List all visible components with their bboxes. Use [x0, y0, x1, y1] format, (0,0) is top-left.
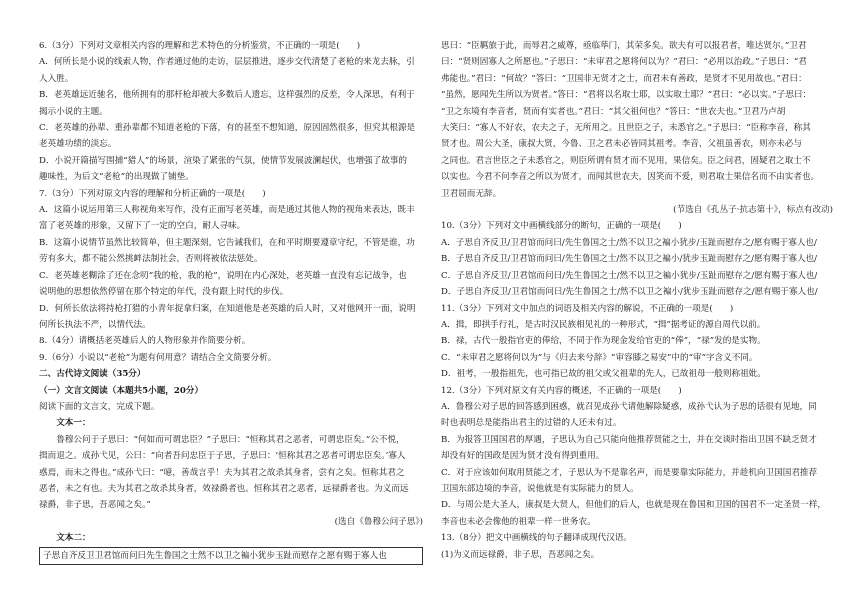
left-text-line: 7.（3分）下列对原文内容的理解和分析正确的一项是( ): [39, 188, 266, 199]
right-text-line: 思曰：“臣羁旅于此，而辱君之威尊，亟临荜门，其荣多矣。欲夫有可以报君者，唯达贤尔。”卫君: [441, 41, 807, 51]
right-text-line: “卫之东境有李音者，贤而有实者也。”君曰：“其父祖何也？”答曰：“世农夫也。”卫君乃卢胡: [441, 106, 786, 117]
right-text-line: 时也表明总是能指出君主的过错的人还未有过。: [441, 418, 622, 429]
left-text-line: 8.（4分）请概括老英雄后人的人物形象并作简要分析。: [39, 336, 251, 347]
left-text-line: D．何所长依法将持枪打猎的小青年捉拿归案，在知道他是老英雄的后人时，又对他网开一面，说明: [39, 303, 416, 314]
left-text-line: 人入胜。: [39, 73, 74, 84]
right-text-line: A．子思自齐反卫/卫君馆而问曰/先生鲁国之士/然不以卫之褊小犹步/玉趾而慰存之/愿有赐于寡人也/: [441, 237, 817, 248]
right-text-line: C．子思自齐反卫/卫君馆而问曰/先生鲁国之士/然不以卫之褊小犹步/玉趾而慰存之/愿有赐于寡人也/: [441, 270, 818, 281]
right-text-line: 大笑曰：“寡人不好农，农夫之子，无所用之。且世臣之子，未悉官之。”子思曰：“臣称李音，称其: [441, 123, 811, 134]
right-text-line: D．祖考，一般指祖先，也可指已故的祖父或父祖辈的先人，已故祖母一般则称祖妣。: [441, 369, 766, 380]
right-text-line: 卫君屈而无辞。: [441, 188, 502, 199]
right-text-line: 10.（3分）下列对文中画横线部分的断句，正确的一项是( ): [441, 221, 682, 232]
left-text-line: 文本一：: [56, 418, 91, 429]
left-text-line: 何所长执法不严，以情代法。: [39, 319, 151, 330]
right-text-line: D．子思自齐反卫/卫君馆而问曰/先生鲁国之士/然不以卫之褊小/犹步玉趾而慰存之/愿有赐于寡人也/: [441, 287, 818, 298]
left-text-line: B．这篇小说情节虽然比较简单，但主题深刻，它告诫我们，在和平时期要遵章守纪，不管是谁，功: [39, 237, 415, 248]
right-text-line: 弗能也。”君曰：“何故？”答曰：“卫国非无贤才之士，而君未有善政，是贤才不见用故也。”君曰：: [441, 73, 807, 84]
right-text-line: C．对于应该如何取用贤能之才，子思认为不是靠名声，而是要靠实际能力，并趁机向卫国国君推荐: [441, 467, 818, 478]
left-text-line: 文本二：: [56, 533, 91, 544]
right-text-line: B．子思自齐反卫/卫君馆而问曰/先生鲁国之士/然不以卫之褊小/犹步玉趾而慰存之/愿有赐于寡人也/: [441, 254, 818, 265]
left-text-line: 禄爵，非子思，吾恶闻之矣。”: [39, 500, 151, 511]
right-text-line: A．揖，即拱手行礼，是古时汉民族相见礼的一种形式，“揖”据考证的源自周代以前。: [441, 319, 766, 330]
right-text-line: (节选自《孔丛子·抗志第十》，标点有改动): [673, 205, 833, 216]
left-text-line: 惑焉，而未之得也。”成孙弋曰：“噫，善哉言乎！夫为其君之故杀其身者，尝有之矣。恒称其君之: [39, 467, 405, 478]
left-text-line: 揭示小说的主题。: [39, 106, 108, 117]
left-text-line: 富了老英雄的形象，又留下了一定的空白，耐人寻味。: [39, 221, 246, 232]
right-text-line: 李音也未必会像他的祖辈一样一世务农。: [441, 516, 596, 527]
right-text-line: 曰：“贤则固寡人之所愿也。”子思曰：“未审君之愿将何以为？”君曰：“必用以治政。”子思曰：“君: [441, 57, 807, 68]
left-text-line: B．老英雄远近驰名，他所拥有的那杆枪却被大多数后人遗忘，这样强烈的反差，令人深思，有利于: [39, 90, 415, 101]
left-text-line: A．这篇小说运用第三人称视角来写作，没有正面写老英雄，而是通过其他人物的视角来表达，既丰: [39, 205, 415, 216]
left-text-line: 说明他的思想依然停留在那个特定的年代，没有跟上时代的步伐。: [39, 287, 289, 298]
left-text-line: 老英雄功绩的淡忘。: [39, 139, 117, 150]
left-text-line: A．何所长是小说的线索人物，作者通过他的走访，层层推进，逐步交代清楚了老枪的来龙去脉，引: [39, 57, 415, 68]
left-text-line: 阅读下面的文言文，完成下题。: [39, 401, 160, 412]
left-text-line: 二、古代诗文阅读（35分）: [39, 369, 146, 380]
right-text-line: 13.（8分）把文中画横线的句子翻译成现代汉语。: [441, 533, 633, 544]
right-text-line: 卫国东部边境的李音，说他就是有实际能力的贤人。: [441, 483, 639, 494]
left-text-line: 劳有多大，都不能公然挑衅法制社会，否则将被依法惩处。: [39, 254, 263, 265]
left-text-line: C．老英雄的孙辈、重孙辈都不知道老枪的下落，有的甚至不想知道，原因固然很多，但究其根源是: [39, 123, 416, 134]
right-text-line: B．禄，古代一般指官吏的俸给，不同于作为现金发给官吏的“俸”，“禄”发的是实物。: [441, 336, 766, 347]
right-text-line: 11.（3分）下列对文中加点的词语及相关内容的解说，不正确的一项是( ): [441, 303, 734, 314]
left-text-line: 趣味性，为后文“老枪”的出现做了铺垫。: [39, 172, 194, 183]
right-column: [441, 38, 833, 563]
left-text-line: （一）文言文阅读（本题共5小题，20分）: [39, 385, 204, 396]
right-text-line: 之同也。君言世臣之子未悉官之，则臣所谓有贤才而不见用，果信矣。臣之问君，固疑君之取士不: [441, 155, 811, 166]
left-text-line: 9.（6分）小说以“老枪”为题有何用意？请结合全文简要分析。: [39, 352, 277, 363]
right-text-line: (1)为义而远禄爵，非子思，吾恶闻之矣。: [441, 549, 600, 560]
left-text-line: 揖而退之。成孙弋见，公曰：“向者吾问忠臣于子思，子思曰：‘恒称其君之恶者可谓忠臣矣。’寡人: [39, 451, 406, 462]
left-text-line: D．小说开篇描写围捕“猎人”的场景，渲染了紧张的气氛，使情节发展波澜起伏，也增强了故事的: [39, 155, 408, 166]
right-text-line: B．为报答卫国国君的厚遇，子思认为自己只能向他推荐贤能之士，并在交谈时指出卫国不缺乏贤才: [441, 434, 817, 445]
right-text-line: D．与周公是大圣人，康叔是大贤人，但他们的后人，也就是现在鲁国和卫国的国君不一定圣贤一样，: [441, 500, 827, 511]
right-text-line: C．“未审君之愿将何以为”与《归去来兮辞》“审容膝之易安”中的“审”字含义不同。: [441, 352, 758, 363]
left-text-line: C．老英雄老糊涂了还在念叨“我的枪，我的枪”，说明在内心深处，老英雄一直没有忘记战争，也: [39, 270, 407, 281]
right-text-line: 贤才也。周公大圣，康叔大贤，今鲁、卫之君未必皆同其祖考。李音，父祖虽善农，则亦未必与: [441, 139, 802, 150]
right-text-line: 12.（3分）下列对原文有关内容的概述，不正确的一项是( ): [441, 385, 682, 396]
right-text-line: A．鲁穆公对子思的回答感到困惑，就召见成孙弋请他解除疑惑，成孙弋认为子思的话很有见地，同: [441, 401, 817, 412]
left-text-line: 恶者，未之有也。夫为其君之故杀其身者，效禄爵者也。恒称其君之恶者，远禄爵者也。为义而远: [39, 483, 409, 494]
left-column: [39, 38, 423, 565]
left-text-line: 6.（3分）下列对文章相关内容的理解和艺术特色的分析鉴赏，不正确的一项是( ): [39, 41, 361, 51]
right-text-line: “虽然，愿闻先生所以为贤者。”答曰：“君将以名取士耶，以实取士耶？”君曰：“必以实。”子思曰：: [441, 90, 812, 101]
left-text-line: 子思自齐反卫卫君馆而问曰先生鲁国之士然不以卫之褊小犹步玉趾而慰存之愿有赐于寡人也: [39, 547, 423, 565]
right-text-line: 以实也。今君不问李音之所以为贤才，而闻其世农夫，因笑而不爱，则君取士果信名而不由实者也。: [441, 172, 820, 183]
left-text-line: 鲁穆公问于子思曰：“何如而可谓忠臣？”子思曰：“恒称其君之恶者，可谓忠臣矣。”公不悦，: [56, 434, 405, 445]
right-text-line: 却没有好的国政是因为贤才没有得到重用。: [441, 451, 605, 462]
left-text-line: (选自《鲁穆公问子思》): [334, 516, 423, 527]
